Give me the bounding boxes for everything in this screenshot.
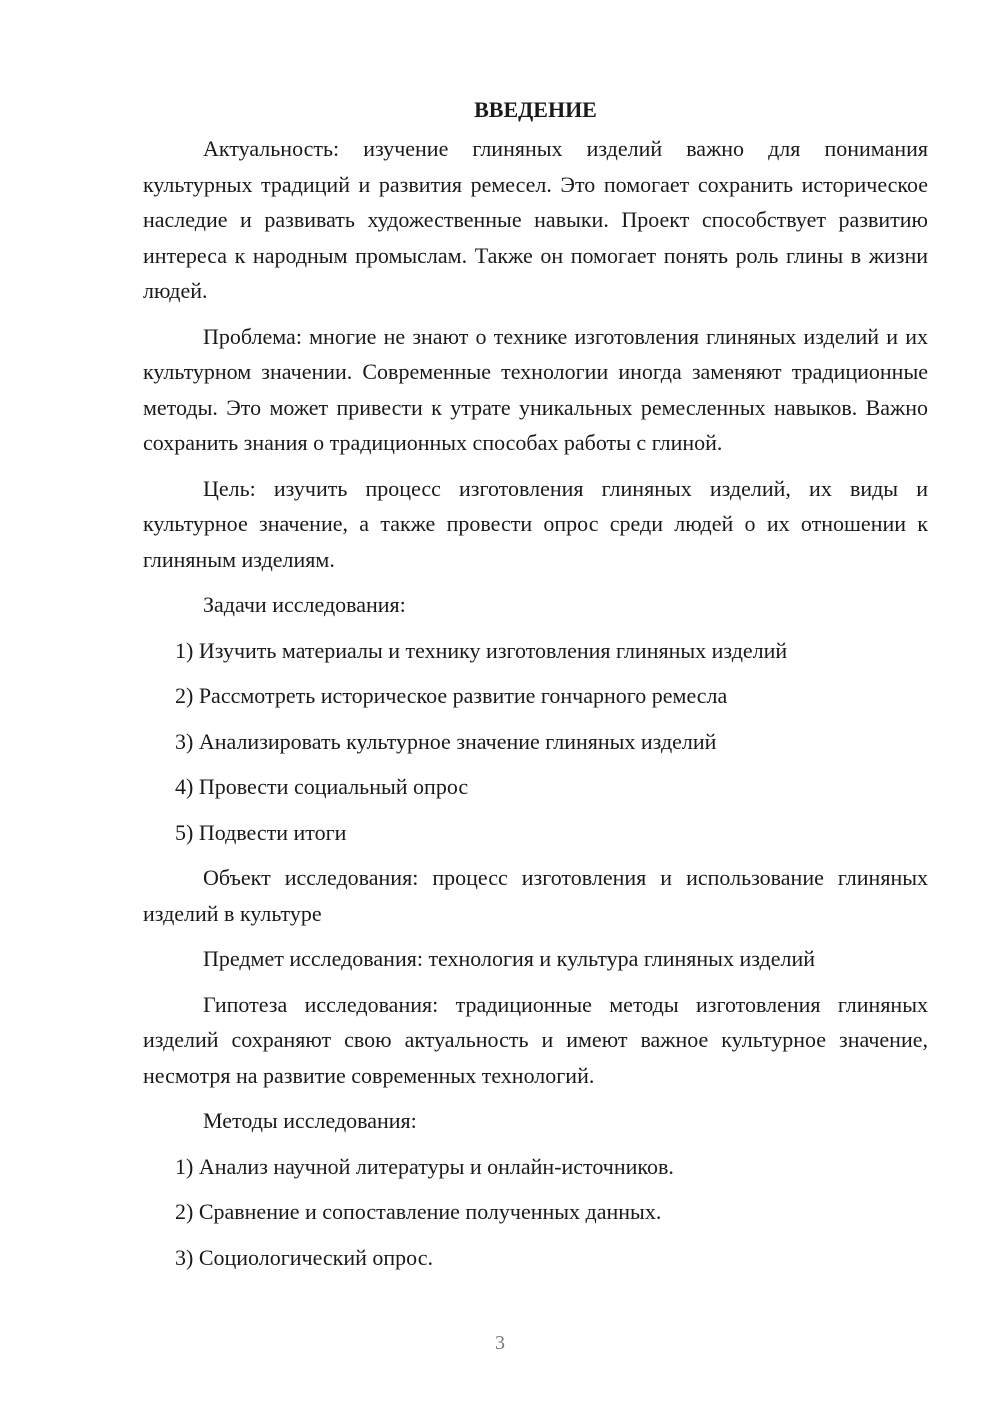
list-item: 3) Анализировать культурное значение глиняных изделий xyxy=(175,728,717,754)
hypothesis-paragraph: Гипотеза исследования: традиционные методы изготовления глиняных изделий сохраняют свою актуальность и имеют важное культурное значение, несмотря на развитие современных технологий. xyxy=(143,991,928,1088)
methods-list xyxy=(143,1149,928,1276)
methods-heading: Методы исследования: xyxy=(203,1108,417,1133)
problem-paragraph: Проблема: многие не знают о технике изготовления глиняных изделий и их культурном значении. Современные технологии иногда заменяют традиционные методы. Это может привести к утрате уникальных ремесленных навыков. Важно сохранить знания о традиционных способах работы с глиной. xyxy=(143,323,928,455)
subject-paragraph: Предмет исследования: технология и культура глиняных изделий xyxy=(203,946,816,971)
list-item: 1) Анализ научной литературы и онлайн-источников. xyxy=(175,1153,674,1179)
object-paragraph: Объект исследования: процесс изготовления и использование глиняных изделий в культуре xyxy=(143,865,928,926)
list-item: 4) Провести социальный опрос xyxy=(175,774,469,799)
goal-paragraph: Цель: изучить процесс изготовления глиняных изделий, их виды и культурное значение, а также провести опрос среди людей о их отношении к глиняным изделиям. xyxy=(143,475,928,572)
relevance-paragraph: Актуальность: изучение глиняных изделий важно для понимания культурных традиций и развития ремесел. Это помогает сохранить историческое наследие и развивать художественные навыки. Проект способствует развитию интереса к народным промыслам. Также он помогает понять роль глины в жизни людей. xyxy=(143,136,928,303)
list-item: 2) Рассмотреть историческое развитие гончарного ремесла xyxy=(175,683,728,708)
tasks-heading: Задачи исследования: xyxy=(203,592,406,617)
list-item: 2) Сравнение и сопоставление полученных данных. xyxy=(175,1199,662,1224)
list-item: 1) Изучить материалы и технику изготовления глиняных изделий xyxy=(175,637,788,663)
document-page xyxy=(143,92,928,1285)
page-number: 3 xyxy=(495,1332,505,1354)
list-item: 3) Социологический опрос. xyxy=(175,1244,433,1270)
tasks-list xyxy=(143,633,928,851)
page-title: ВВЕДЕНИЕ xyxy=(474,97,597,122)
list-item: 5) Подвести итоги xyxy=(175,819,347,845)
